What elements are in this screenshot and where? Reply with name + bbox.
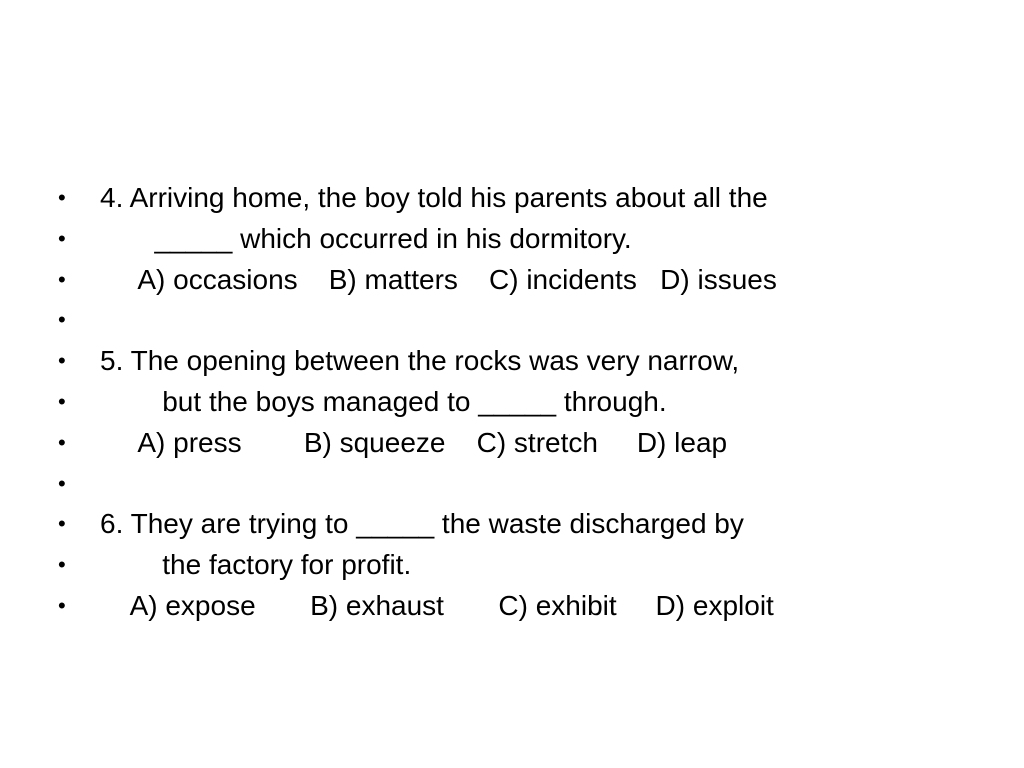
bullet-icon: • bbox=[58, 348, 66, 374]
question-5-stem: 5. The opening between the rocks was very narrow, bbox=[100, 345, 740, 377]
list-item bbox=[58, 423, 728, 464]
list-item bbox=[58, 504, 744, 545]
bullet-icon: • bbox=[58, 266, 66, 292]
bullet-icon: • bbox=[58, 185, 66, 210]
list-item bbox=[58, 178, 768, 219]
question-4-options: A) occasions B) matters C) incidents D) issues bbox=[100, 263, 777, 295]
question-5-options: A) press B) squeeze C) stretch D) leap bbox=[100, 426, 728, 458]
question-6-stem: 6. They are trying to _____ the waste discharged by bbox=[100, 508, 744, 540]
question-5-continuation: but the boys managed to _____ through. bbox=[100, 385, 667, 417]
list-item bbox=[58, 219, 632, 260]
bullet-icon: • bbox=[58, 388, 66, 414]
list-item bbox=[58, 586, 774, 627]
question-list bbox=[58, 178, 777, 627]
list-item bbox=[58, 300, 105, 341]
list-item bbox=[58, 260, 777, 301]
list-item bbox=[58, 464, 105, 505]
question-4-continuation: _____ which occurred in his dormitory. bbox=[100, 222, 632, 254]
list-item bbox=[58, 382, 667, 423]
list-item bbox=[58, 545, 412, 586]
question-6-continuation: the factory for profit. bbox=[100, 549, 412, 581]
bullet-icon: • bbox=[58, 592, 66, 618]
bullet-icon: • bbox=[58, 429, 66, 455]
bullet-icon: • bbox=[58, 307, 66, 333]
bullet-icon: • bbox=[58, 552, 66, 578]
question-6-options: A) expose B) exhaust C) exhibit D) exploit bbox=[100, 589, 774, 621]
list-item bbox=[58, 341, 740, 382]
bullet-icon: • bbox=[58, 470, 66, 496]
question-4-stem: 4. Arriving home, the boy told his parents about all the bbox=[100, 182, 768, 213]
bullet-icon: • bbox=[58, 511, 66, 537]
bullet-icon: • bbox=[58, 225, 66, 251]
